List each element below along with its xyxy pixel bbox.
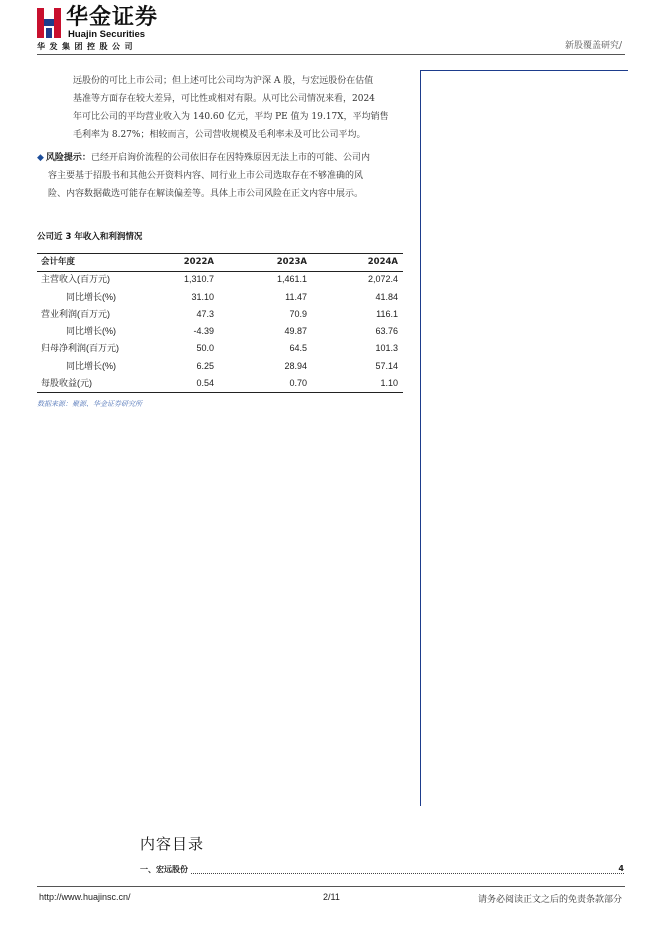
company-tagline: 华发集团控股公司 xyxy=(37,42,137,51)
huajin-logo-icon xyxy=(37,8,61,38)
table-cell: 31.10 xyxy=(191,291,214,302)
toc-title: 内容目录 xyxy=(140,835,205,853)
report-type: 新股覆盖研究/ xyxy=(564,41,622,51)
table-cell: 1,461.1 xyxy=(276,274,307,285)
table-row xyxy=(37,271,403,288)
toc-item[interactable] xyxy=(140,864,624,878)
financial-table xyxy=(37,254,403,392)
table-row-label: 同比增长(%) xyxy=(66,360,116,371)
risk-line: 已经开启询价流程的公司依旧存在因特殊原因无法上市的可能、公司内 xyxy=(90,153,370,163)
toc-item-page[interactable]: 4 xyxy=(618,864,624,873)
footer-url-link[interactable]: http://www.huajinsc.cn/ xyxy=(39,892,131,902)
table-body xyxy=(37,271,403,392)
risk-notice xyxy=(37,149,407,203)
table-cell: 63.76 xyxy=(375,326,398,337)
paragraph-line: 年可比公司的平均营业收入为 140.60 亿元，平均 PE 值为 19.17X，平均销售 xyxy=(73,112,389,122)
comparable-paragraph xyxy=(73,72,405,144)
table-cell: 57.14 xyxy=(375,360,398,371)
table-row-label: 同比增长(%) xyxy=(66,326,116,337)
table-row xyxy=(37,358,403,375)
page-number: 2/11 xyxy=(323,892,340,902)
table-cell: 49.87 xyxy=(284,326,307,337)
table-cell: 70.9 xyxy=(289,308,307,319)
table-row-label: 主营收入(百万元) xyxy=(41,274,110,285)
table-row xyxy=(37,306,403,323)
sidebar-left-border xyxy=(420,70,421,806)
table-row-label: 每股收益(元) xyxy=(41,378,92,389)
footer-disclaimer: 请务必阅读正文之后的免责条款部分 xyxy=(477,895,622,905)
table-row xyxy=(37,323,403,340)
table-header-cell: 2023A xyxy=(276,257,307,267)
table-row xyxy=(37,289,403,306)
table-cell: 116.1 xyxy=(376,308,398,319)
logo-text-en: Huajin Securities xyxy=(68,29,146,40)
table-cell: 50.0 xyxy=(196,343,214,354)
header-divider xyxy=(37,54,625,55)
logo-text-cn: 华金证券 xyxy=(66,5,159,30)
table-row-label: 营业利润(百万元) xyxy=(41,308,110,319)
footer-divider xyxy=(37,886,625,887)
table-cell: 28.94 xyxy=(284,360,307,371)
table-cell: -4.39 xyxy=(193,326,214,337)
table-cell: 41.84 xyxy=(375,291,398,302)
table-row xyxy=(37,340,403,357)
table-row-label: 归母净利润(百万元) xyxy=(41,343,119,354)
table-cell: 1.10 xyxy=(380,378,398,389)
table-cell: 0.54 xyxy=(196,378,214,389)
table-cell: 47.3 xyxy=(196,308,214,319)
table-row-label: 同比增长(%) xyxy=(66,291,116,302)
table-cell: 101.3 xyxy=(375,343,398,354)
risk-line: 容主要基于招股书和其他公开资料内容、同行业上市公司选取存在不够准确的风 xyxy=(48,171,364,181)
diamond-bullet-icon: ◆ xyxy=(37,153,44,163)
table-cell: 0.70 xyxy=(289,378,307,389)
table-cell: 1,310.7 xyxy=(183,274,214,285)
table-row xyxy=(37,375,403,392)
risk-line: 险、内容数据截选可能存在解读偏差等。具体上市公司风险在正文内容中展示。 xyxy=(48,189,364,199)
table-cell: 64.5 xyxy=(289,343,307,354)
risk-title: 风险提示： xyxy=(45,153,91,163)
toc-item-label[interactable]: 一、宏远股份 xyxy=(140,865,188,874)
table-title: 公司近 3 年收入和利润情况 xyxy=(37,232,143,242)
paragraph-line: 远股份的可比上市公司；但上述可比公司均为沪深 A 股，与宏远股份在估值 xyxy=(73,76,374,86)
table-header-cell: 2022A xyxy=(183,257,214,267)
table-source: 数据来源：聚源、华金证券研究所 xyxy=(37,400,142,408)
table-header-cell: 2024A xyxy=(367,257,398,267)
table-cell: 2,072.4 xyxy=(367,274,398,285)
paragraph-line: 基准等方面存在较大差异，可比性或相对有限。从可比公司情况来看，2024 xyxy=(73,94,375,104)
table-cell: 6.25 xyxy=(196,360,214,371)
table-header-cell: 会计年度 xyxy=(41,257,76,267)
paragraph-line: 毛利率为 8.27%；相较而言，公司营收规模及毛利率未及可比公司平均。 xyxy=(73,130,366,140)
sidebar-top-border xyxy=(420,70,628,71)
toc-leader-dots xyxy=(140,873,624,874)
table-cell: 11.47 xyxy=(285,291,307,302)
table-header-row xyxy=(37,254,403,271)
